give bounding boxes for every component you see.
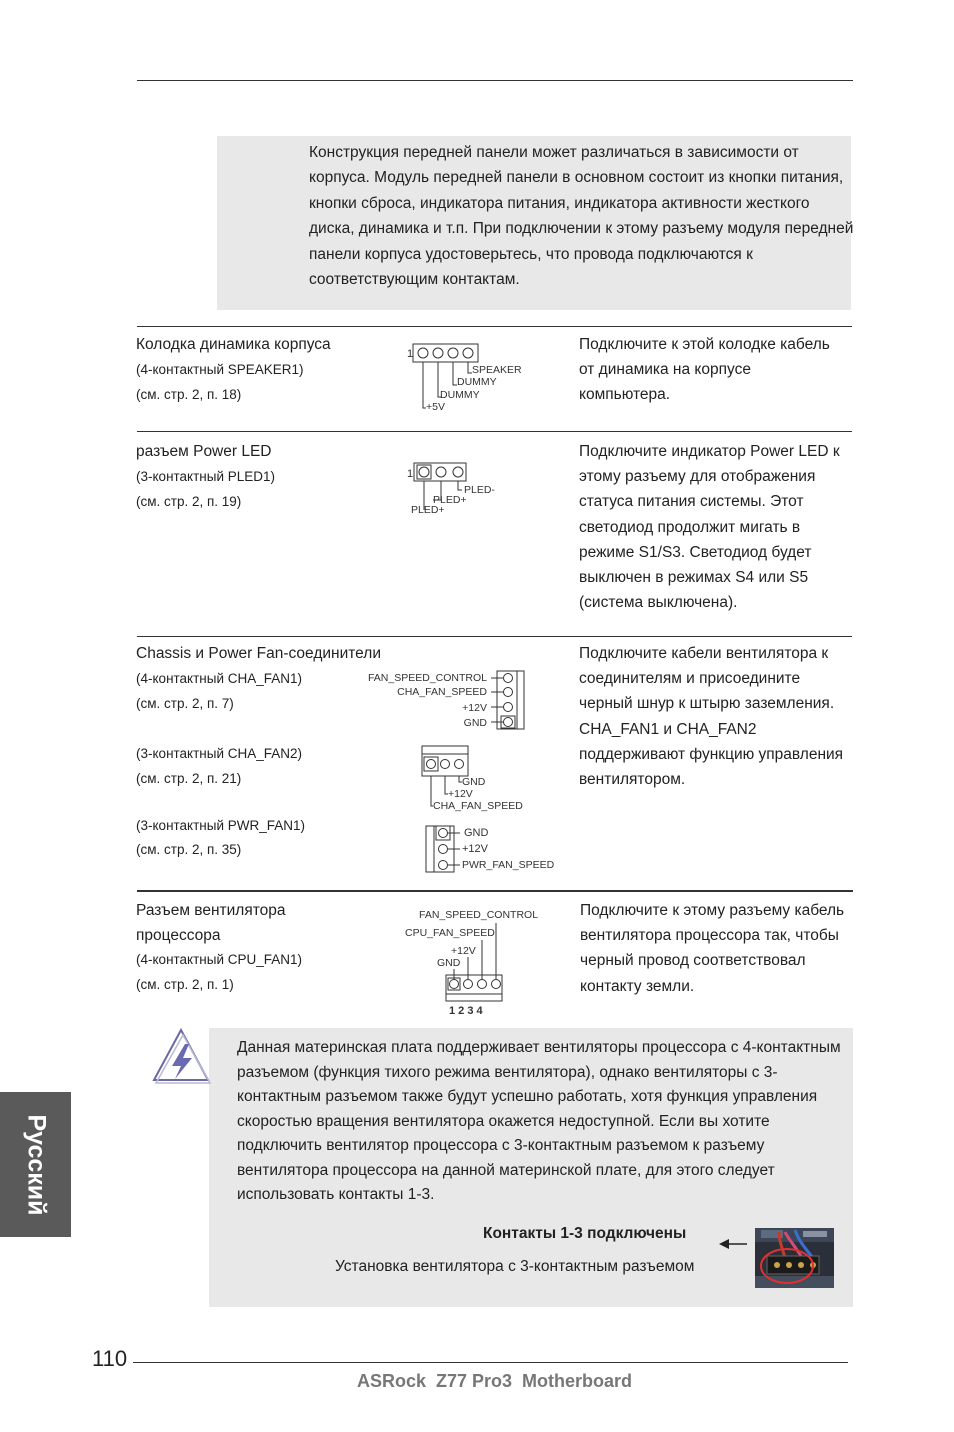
pwr-fan-speed-label: PWR_FAN_SPEED [462, 859, 555, 871]
section-divider [137, 890, 853, 892]
plus5v-pin-label: +5V [426, 401, 445, 413]
cpu-fan-sub1: (4-контактный CPU_FAN1) [136, 952, 303, 967]
power-led-sub1: (3-контактный PLED1) [136, 469, 276, 484]
cpu-fan-speed-label: CPU_FAN_SPEED [405, 927, 495, 939]
pled-plus-label-2: PLED+ [411, 504, 445, 516]
power-led-sub2: (см. стр. 2, п. 19) [136, 494, 242, 509]
gnd-label: GND [462, 776, 486, 788]
fan-connector-photo [755, 1228, 834, 1288]
side-tab-label: Русский [22, 1113, 50, 1216]
speaker-desc: Подключите к этой колодке кабель от динамика на корпусе компьютера. [579, 336, 830, 404]
cha-fan1-sub2: (см. стр. 2, п. 7) [136, 696, 234, 711]
cpu-fan-title-2: процессора [136, 927, 221, 944]
pled-pin-diagram [404, 460, 504, 520]
gnd-label: GND [463, 717, 487, 729]
arrow-left-icon [717, 1236, 749, 1252]
top-note-box [217, 136, 854, 310]
plus12v-label: +12V [462, 702, 487, 714]
plus12v-label: +12V [451, 945, 476, 957]
pin-one-label: 1 [407, 348, 414, 360]
section-divider [137, 636, 852, 637]
warning-lightning-icon [150, 1026, 212, 1086]
cha-fan1-pin-diagram [355, 668, 530, 732]
cpu-fan-pin-diagram [400, 905, 540, 1017]
section-divider [137, 326, 852, 327]
fans-desc: Подключите кабели вентилятора к соединителям и присоедините черный шнур к штырю заземления. CHA_FAN1 и CHA_FAN2 поддерживают функцию управления вентилятором. [579, 645, 844, 789]
top-rule [137, 80, 853, 81]
speaker-pin-label: SPEAKER [472, 364, 522, 376]
cha-fan1-sub1: (4-контактный CHA_FAN1) [136, 671, 303, 686]
language-side-tab [0, 1092, 71, 1237]
speaker-title: Колодка динамика корпуса [136, 336, 331, 353]
pin-one-label: 1 [407, 468, 414, 480]
page-number: 110 [92, 1346, 128, 1371]
footer-title: ASRock Z77 Pro3 Motherboard [357, 1371, 633, 1391]
speaker-pin-diagram [404, 340, 524, 415]
bottom-note-text: Данная материнская плата поддерживает вентиляторы процессора с 4-контактным разъемом (функция тихого режима вентилятора), однако вентиляторы с 3-контактным разъемом также будут успешно работать, хотя функция управления скоростью вращения вентилятора окажется недоступной. Если вы хотите подключить вентилятор процессора с 3-контактным разъемом к разъему вентилятора процессора на данной материнской плате, для этого следует использовать контакты 1-3. [237, 1039, 841, 1203]
dummy-pin-label: DUMMY [457, 376, 497, 388]
pwr-fan1-pin-diagram [420, 822, 560, 876]
plus12v-label: +12V [448, 788, 473, 800]
gnd-label: GND [464, 827, 489, 839]
cha-fan-speed-label: CHA_FAN_SPEED [433, 800, 523, 812]
cha-fan2-sub1: (3-контактный CHA_FAN2) [136, 746, 303, 761]
cha-fan2-pin-diagram [418, 744, 528, 814]
power-led-desc: Подключите индикатор Power LED к этому разъему для отображения статуса питания системы. Этот светодиод продолжит мигать в режиме S1/S3. Светодиод будет выключен в режимах S4 или S5 (система выключена). [579, 443, 840, 612]
dummy-pin-label-2: DUMMY [440, 389, 480, 401]
three-pin-install-label: Установка вентилятора с 3-контактным разъемом [335, 1258, 695, 1275]
cha-fan-speed-label: CHA_FAN_SPEED [397, 686, 487, 698]
fans-title: Chassis и Power Fan-соединители [136, 645, 381, 662]
cpu-fan-desc: Подключите к этому разъему кабель вентилятора процессора так, чтобы черный провод соответствовал контакту земли. [580, 902, 845, 995]
cpu-fan-sub2: (см. стр. 2, п. 1) [136, 977, 234, 992]
speaker-sub2: (см. стр. 2, п. 18) [136, 387, 242, 402]
top-note-text: Конструкция передней панели может различаться в зависимости от корпуса. Модуль передней панели в основном состоит из кнопки питания, кнопки сброса, индикатора питания, индикатора активности жесткого диска, динамика и т.п. При подключении к этому разъему модуля передней панели корпуса удостоверьтесь, что провода подключаются к соответствующим контактам. [309, 144, 854, 289]
pwr-fan1-sub1: (3-контактный PWR_FAN1) [136, 818, 306, 833]
pin-numbers: 1 2 3 4 [449, 1005, 483, 1017]
cpu-fan-title-1: Разъем вентилятора [136, 902, 286, 919]
bottom-note-box [209, 1028, 853, 1307]
section-divider [137, 431, 852, 432]
pled-plus-label: PLED+ [433, 494, 467, 506]
cha-fan2-sub2: (см. стр. 2, п. 21) [136, 771, 242, 786]
power-led-title: разъем Power LED [136, 443, 272, 460]
pled-minus-label: PLED- [464, 484, 495, 496]
pins-connected-label: Контакты 1-3 подключены [483, 1225, 687, 1242]
fan-speed-control-label: FAN_SPEED_CONTROL [419, 909, 539, 921]
plus12v-label: +12V [462, 843, 488, 855]
fan-speed-control-label: FAN_SPEED_CONTROL [367, 672, 487, 684]
speaker-sub1: (4-контактный SPEAKER1) [136, 362, 304, 377]
gnd-label: GND [437, 957, 461, 969]
footer-rule [133, 1362, 848, 1363]
pwr-fan1-sub2: (см. стр. 2, п. 35) [136, 842, 242, 857]
